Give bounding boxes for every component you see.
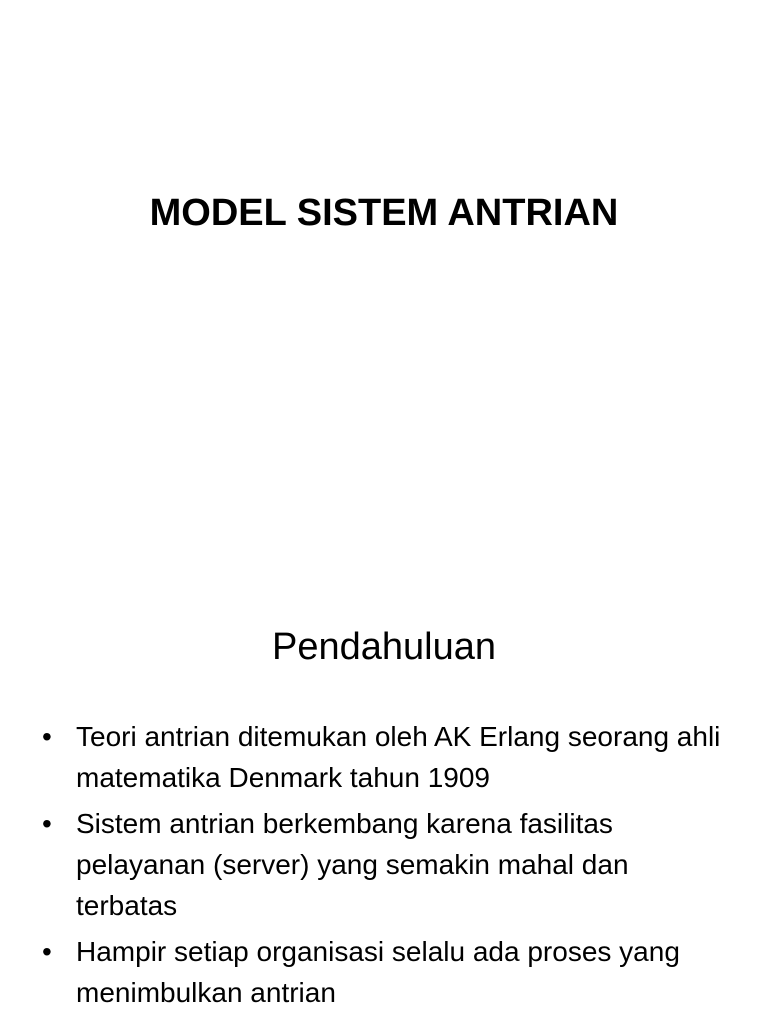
bullet-dot-icon: • <box>42 808 52 839</box>
slide-title: MODEL SISTEM ANTRIAN <box>149 192 619 234</box>
bullet-item-1 <box>36 716 736 798</box>
bullet-text-2: Sistem antrian berkembang karena fasilitas pelayanan (server) yang semakin mahal dan terbatas <box>76 808 629 921</box>
bullet-item-2 <box>36 803 736 926</box>
bullet-dot-icon: • <box>42 721 52 752</box>
section-heading: Pendahuluan <box>272 626 496 668</box>
bullet-text-3: Hampir setiap organisasi selalu ada proses yang menimbulkan antrian <box>76 936 680 1008</box>
bullet-dot-icon: • <box>42 936 52 967</box>
bullet-list <box>36 716 736 1018</box>
bullet-item-3 <box>36 931 736 1013</box>
bullet-text-1: Teori antrian ditemukan oleh AK Erlang seorang ahli matematika Denmark tahun 1909 <box>76 721 721 793</box>
